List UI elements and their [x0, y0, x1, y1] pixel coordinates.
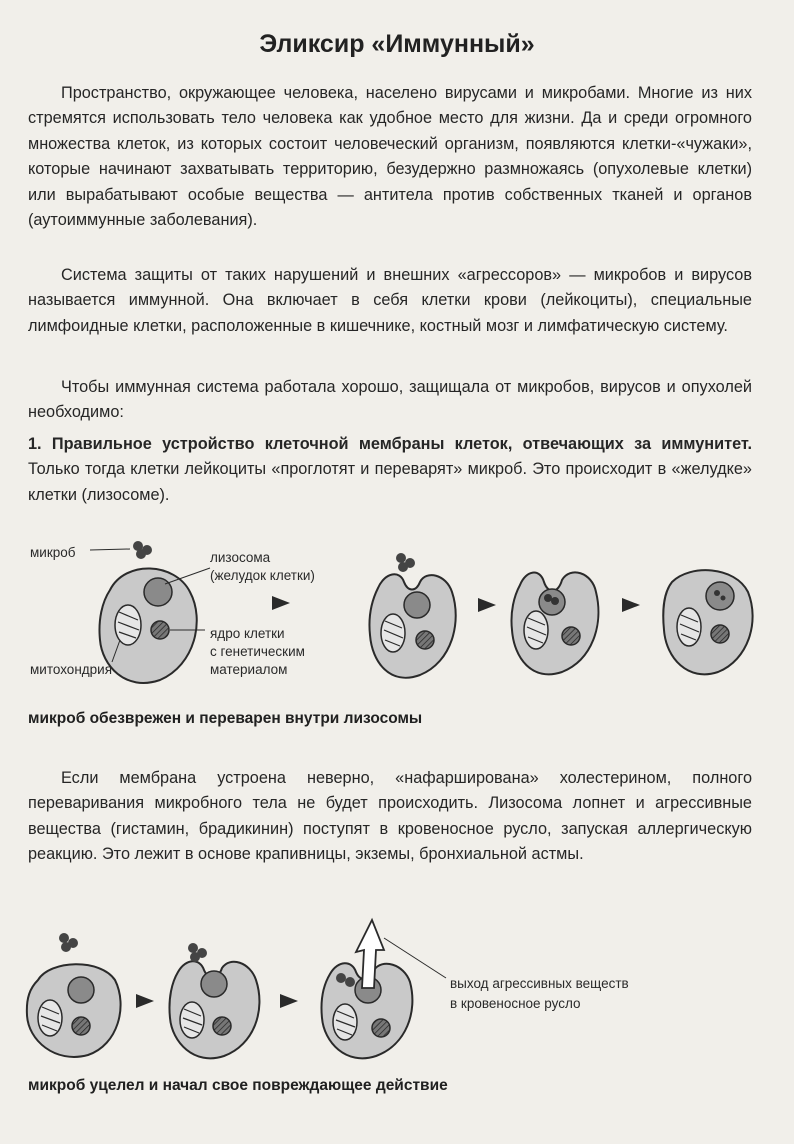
label-nucleus-sub2: материалом: [210, 662, 288, 677]
paragraph-requirements: Чтобы иммунная система работала хорошо, защищала от микробов, вирусов и опухолей необходимо:: [28, 378, 752, 422]
microbe-1: [133, 541, 152, 559]
arrow-right-icon: [478, 598, 496, 612]
figure-digestion: [0, 530, 794, 710]
label-lysosome: лизосома: [210, 550, 271, 565]
label-release: выход агрессивных веществ: [450, 976, 629, 991]
label-release-sub: в кровеносное русло: [450, 996, 581, 1011]
paragraph-immune-system: Система защиты от таких нарушений и внешних «агрессоров» — микробов и вирусов называется иммунной. Она включает в себя клетки крови (лейкоциты), специальные лимфоидные клетки, расположенные в кишечнике, костный мозг и лимфатическую систему.: [28, 266, 752, 335]
paragraph-intro: Пространство, окружающее человека, населено вирусами и микробами. Многие из них стремятся использовать тело человека как удобное место для жизни. Да и среди огромного множества клеток, из которых состоит человеческий организм, появляются клетки-«чужаки», которые начинают захватывать территорию, безудержно размножаясь (опухолевые клетки) или вырабатывают особые вещества — антитела против собственных тканей и органов (аутоиммунные заболевания).: [28, 84, 752, 230]
arrow-right-icon: [622, 598, 640, 612]
label-mitochondria: митохондрия: [30, 662, 113, 677]
paragraph-membrane: [28, 432, 752, 508]
figure-1-caption: микроб обезврежен и переварен внутри лизосомы: [28, 710, 423, 727]
figure-failure: [0, 910, 794, 1075]
paragraph-membrane-failure: Если мембрана устроена неверно, «нафаршированa» холестерином, полного переваривания микробного тела не будет происходить. Лизосома лопнет и агрессивные вещества (гистамин, брадикинин) поступят в кровеносное русло, запуская аллергическую реакцию. Это лежит в основе крапивницы, экземы, бронхиальной астмы.: [28, 769, 752, 864]
arrow-right-icon: [136, 994, 154, 1008]
cell-3: [511, 572, 598, 674]
label-nucleus: ядро клетки: [210, 626, 285, 641]
label-lysosome-sub: (желудок клетки): [210, 568, 315, 583]
cell-1: [99, 568, 196, 682]
paragraph-membrane-heading: 1. Правильное устройство клеточной мембраны клеток, отвечающих за иммунитет.: [28, 435, 752, 453]
figure-2-caption: микроб уцелел и начал свое повреждающее действие: [28, 1077, 448, 1094]
cell-a: [27, 933, 121, 1057]
cell-4: [663, 570, 752, 674]
arrow-right-icon: [280, 994, 298, 1008]
label-microbe: микроб: [30, 545, 76, 560]
cell-b: [169, 943, 259, 1058]
paragraph-membrane-text: Только тогда клетки лейкоциты «проглотят и переварят» микроб. Это происходит в «желудке» клетки (лизосоме).: [28, 460, 752, 504]
label-nucleus-sub: с генетическим: [210, 644, 305, 659]
arrow-right-icon: [272, 596, 290, 610]
page-title: Эликсир «Иммунный»: [259, 30, 535, 58]
cell-2: [369, 553, 455, 678]
